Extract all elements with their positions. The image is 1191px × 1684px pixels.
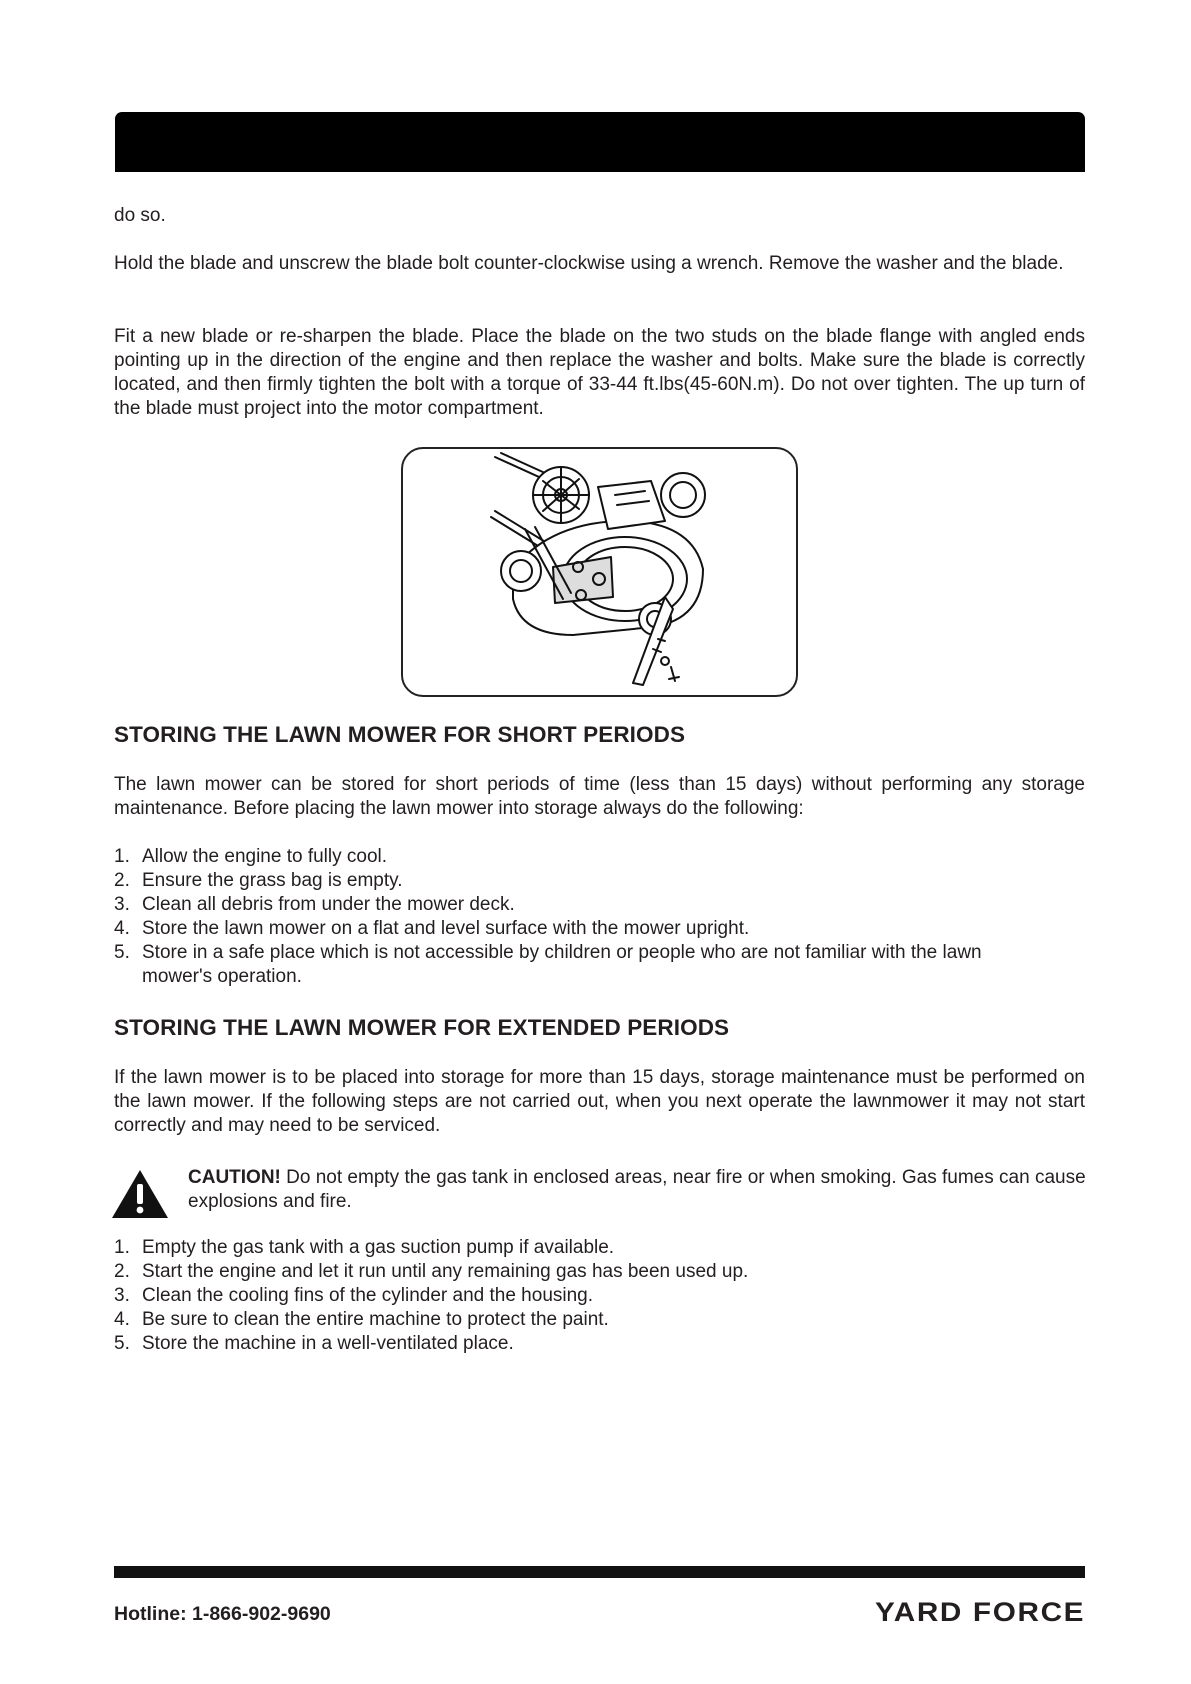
- list-text: Store the lawn mower on a flat and level surface with the mower upright.: [142, 918, 750, 939]
- list-number: 3.: [114, 894, 130, 915]
- list-text: Start the engine and let it run until any remaining gas has been used up.: [142, 1261, 749, 1282]
- hotline-text: Hotline: 1-866-902-9690: [114, 1603, 331, 1625]
- list-number: 2.: [114, 870, 130, 891]
- extended-periods-steps: [114, 1236, 1085, 1356]
- fit-blade-paragraph: Fit a new blade or re-sharpen the blade. Place the blade on the two studs on the blade flange with angled ends pointing up in the direction of the engine and then replace the washer and bolts. Make sure the blade is correctly located, and then firmly tighten the bolt with a torque of 33-44 ft.lbs(45-60N.m). Do not over tighten. The up turn of the blade must project into the motor compartment.: [114, 326, 1085, 419]
- list-text: Clean all debris from under the mower deck.: [142, 894, 515, 915]
- remove-blade-paragraph: Hold the blade and unscrew the blade bolt counter-clockwise using a wrench. Remove the washer and the blade.: [114, 253, 1064, 274]
- short-periods-heading: STORING THE LAWN MOWER FOR SHORT PERIODS: [114, 722, 686, 747]
- list-number: 1.: [114, 846, 130, 867]
- list-item: [114, 1236, 1085, 1260]
- list-number: 3.: [114, 1285, 130, 1306]
- list-number: 2.: [114, 1261, 130, 1282]
- list-text: Be sure to clean the entire machine to protect the paint.: [142, 1309, 609, 1330]
- lawn-mower-underside-blade-icon: [401, 447, 798, 697]
- list-text: Store in a safe place which is not accessible by children or people who are not familiar with the lawn mower's operation.: [142, 942, 982, 987]
- list-text: Empty the gas tank with a gas suction pump if available.: [142, 1237, 615, 1258]
- caution-message: Do not empty the gas tank in enclosed areas, near fire or when smoking. Gas fumes can cause explosions and fire.: [188, 1167, 1086, 1212]
- extended-periods-heading: STORING THE LAWN MOWER FOR EXTENDED PERIODS: [114, 1015, 730, 1040]
- list-number: 5.: [114, 1333, 130, 1354]
- short-periods-intro: The lawn mower can be stored for short periods of time (less than 15 days) without performing any storage maintenance. Before placing the lawn mower into storage always do the following:: [114, 774, 1085, 819]
- short-periods-steps: [114, 845, 1085, 989]
- list-item: [114, 917, 1085, 941]
- list-text: Allow the engine to fully cool.: [142, 846, 388, 867]
- list-item: [114, 893, 1085, 917]
- list-text: Ensure the grass bag is empty.: [142, 870, 403, 891]
- header-bar: [115, 112, 1085, 172]
- brand-logo: YARD FORCE: [875, 1597, 1086, 1627]
- list-item: [114, 1308, 1085, 1332]
- continuation-text: do so.: [114, 205, 166, 226]
- caution-notice: [188, 1166, 1088, 1214]
- list-item: [114, 869, 1085, 893]
- list-number: 1.: [114, 1237, 130, 1258]
- list-number: 4.: [114, 1309, 130, 1330]
- footer-bar: [114, 1566, 1085, 1578]
- caution-label: CAUTION!: [188, 1167, 281, 1188]
- list-number: 4.: [114, 918, 130, 939]
- list-item: [114, 1284, 1085, 1308]
- list-number: 5.: [114, 942, 130, 963]
- list-text: Clean the cooling fins of the cylinder and the housing.: [142, 1285, 594, 1306]
- list-item: [114, 941, 1085, 989]
- list-item: [114, 1260, 1085, 1284]
- extended-periods-intro: If the lawn mower is to be placed into storage for more than 15 days, storage maintenance must be performed on the lawn mower. If the following steps are not carried out, when you next operate the lawnmower it may not start correctly and may need to be serviced.: [114, 1067, 1085, 1136]
- list-item: [114, 845, 1085, 869]
- list-item: [114, 1332, 1085, 1356]
- list-text: Store the machine in a well-ventilated place.: [142, 1333, 514, 1354]
- warning-triangle-icon: [110, 1168, 170, 1220]
